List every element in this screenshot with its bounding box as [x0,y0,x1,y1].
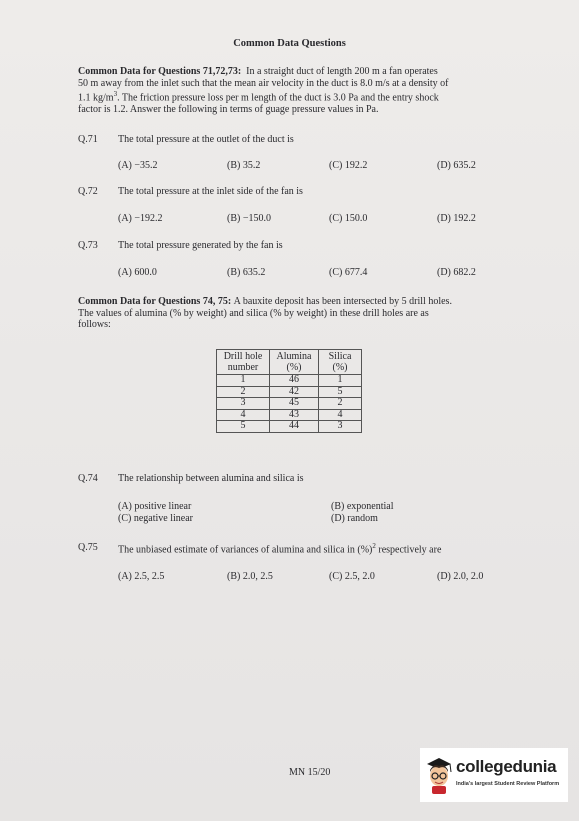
common-data-text: 1.1 kg/m [78,92,114,104]
option-a[interactable]: (A) −192.2 [118,213,163,224]
option-b[interactable]: (B) −150.0 [227,213,271,224]
logo-tagline: India's largest Student Review Platform [456,781,560,787]
question-number: Q.71 [78,134,98,145]
common-data-text: In a straight duct of length 200 m a fan operates [246,66,438,77]
option-a[interactable]: (A) positive linear [118,501,192,512]
option-b[interactable]: (B) 2.0, 2.5 [227,571,273,582]
common-data-74-75 [78,296,538,331]
question-text: The total pressure at the inlet side of the fan is [118,186,303,197]
option-a[interactable]: (A) 2.5, 2.5 [118,571,165,582]
question-text: The total pressure at the outlet of the duct is [118,134,294,145]
table-row: 3 45 2 [217,398,362,410]
common-data-text: 50 m away from the inlet such that the mean air velocity in the duct is 8.0 m/s at a density of [78,77,449,89]
drill-hole-table [216,349,362,433]
table-row: 2 42 5 [217,386,362,398]
common-data-text: factor is 1.2. Answer the following in terms of guage pressure values in Pa. [78,104,379,116]
question-number: Q.73 [78,240,98,251]
question-number: Q.75 [78,542,98,553]
question-number: Q.74 [78,473,98,484]
option-c[interactable]: (C) 192.2 [329,160,368,171]
logo-wordmark: collegedunia [456,757,557,776]
table-row: 5 44 3 [217,421,362,433]
option-d[interactable]: (D) random [331,513,378,524]
page-footer: MN 15/20 [289,767,331,778]
column-header: Drill hole number [217,350,270,375]
table-header-row [217,350,362,375]
common-data-heading: Common Data for Questions 71,72,73: [78,66,242,77]
question-number: Q.72 [78,186,98,197]
table-row: 4 43 4 [217,409,362,421]
option-d[interactable]: (D) 682.2 [437,267,476,278]
column-header: Silica (%) [319,350,362,375]
common-data-text: follows: [78,319,111,331]
common-data-71-73 [78,66,526,116]
collegedunia-logo[interactable] [420,748,568,802]
option-d[interactable]: (D) 192.2 [437,213,476,224]
student-mascot-icon [424,754,454,796]
common-data-text: The values of alumina (% by weight) and silica (% by weight) in these drill holes are as [78,307,429,319]
option-b[interactable]: (B) exponential [331,501,394,512]
common-data-heading: Common Data for Questions 74, 75: [78,296,232,307]
option-d[interactable]: (D) 2.0, 2.0 [437,571,484,582]
option-a[interactable]: (A) 600.0 [118,267,157,278]
question-text: The relationship between alumina and silica is [118,473,304,484]
page-title: Common Data Questions [233,38,346,49]
option-c[interactable]: (C) 677.4 [329,267,368,278]
table-row: 1 46 1 [217,375,362,387]
common-data-text: . The friction pressure loss per m length of the duct is 3.0 Pa and the entry shock [117,92,439,104]
option-d[interactable]: (D) 635.2 [437,160,476,171]
option-c[interactable]: (C) 150.0 [329,213,368,224]
option-b[interactable]: (B) 35.2 [227,160,261,171]
option-c[interactable]: (C) 2.5, 2.0 [329,571,375,582]
common-data-text: A bauxite deposit has been intersected by 5 drill holes. [233,296,452,307]
question-text: The total pressure generated by the fan is [118,240,283,251]
question-text: The unbiased estimate of variances of alumina and silica in (%)$^2$ respectively are [118,542,442,556]
option-b[interactable]: (B) 635.2 [227,267,266,278]
superscript: 3 [113,90,118,99]
option-c[interactable]: (C) negative linear [118,513,193,524]
option-a[interactable]: (A) −35.2 [118,160,158,171]
column-header: Alumina (%) [270,350,319,375]
